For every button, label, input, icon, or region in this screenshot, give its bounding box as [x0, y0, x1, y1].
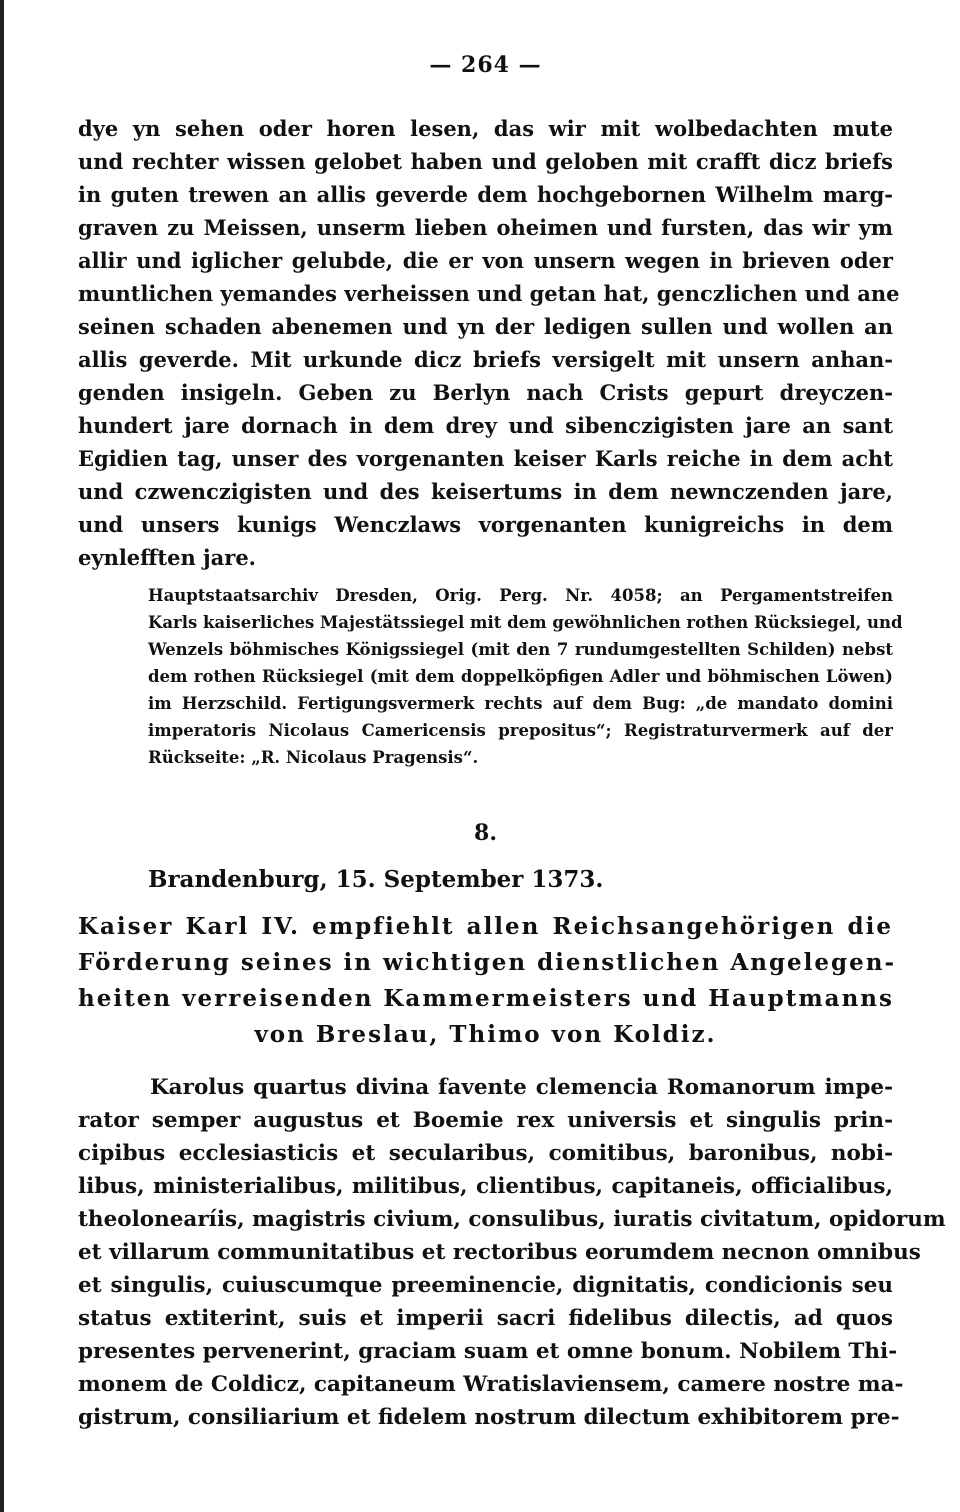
- text-line: allir und iglicher gelubde, die er von unsern wegen in brieven oder: [78, 248, 893, 273]
- text-line: in guten trewen an allis geverde dem hochgebornen Wilhelm marg-: [78, 182, 893, 207]
- text-line: Karolus quartus divina favente clemencia Romanorum impe-: [150, 1075, 893, 1100]
- page-number: — 264 —: [429, 52, 542, 78]
- text-line: allis geverde. Mit urkunde dicz briefs versigelt mit unsern anhan-: [78, 347, 893, 372]
- place-date-heading: Brandenburg, 15. September 1373.: [148, 866, 604, 893]
- text-line: eynlefften jare.: [78, 545, 256, 570]
- summary-line: heiten verreisenden Kammermeisters und Hauptmanns: [78, 985, 894, 1012]
- summary-line: Förderung seines in wichtigen dienstlichen Angelegen-: [78, 949, 897, 976]
- document-summary: [78, 909, 897, 1053]
- text-line: presentes pervenerint, graciam suam et omne bonum. Nobilem Thi-: [78, 1339, 898, 1364]
- text-line: cipibus ecclesiasticis et secularibus, comitibus, baronibus, nobi-: [78, 1141, 893, 1166]
- text-line: hundert jare dornach in dem drey und sibenczigisten jare an sant: [78, 413, 893, 438]
- archival-note: [78, 582, 903, 771]
- text-line: genden insigeln. Geben zu Berlyn nach Crists gepurt dreyczen-: [78, 380, 893, 405]
- text-line: dye yn sehen oder horen lesen, das wir mit wolbedachten mute: [78, 116, 893, 141]
- text-line: und czwenczigisten und des keisertums in dem newnczenden jare,: [78, 479, 893, 504]
- note-line: Rückseite: „R. Nicolaus Pragensis“.: [148, 748, 479, 767]
- page-edge-line: [0, 0, 4, 1512]
- text-line: muntlichen yemandes verheissen und getan hat, genczlichen und ane: [78, 281, 900, 306]
- text-line: Egidien tag, unser des vorgenanten keiser Karls reiche in dem acht: [78, 446, 893, 471]
- text-line: theolonearíis, magistris civium, consulibus, iuratis civitatum, opidorum: [78, 1207, 946, 1232]
- text-line: graven zu Meissen, unserm lieben oheimen und fursten, das wir ym: [78, 215, 893, 240]
- text-line: libus, ministerialibus, militibus, clientibus, capitaneis, officialibus,: [78, 1174, 893, 1199]
- summary-line: Kaiser Karl IV. empfiehlt allen Reichsangehörigen die: [78, 913, 893, 940]
- text-line: gistrum, consiliarium et fidelem nostrum dilectum exhibitorem pre-: [78, 1405, 900, 1430]
- summary-line: von Breslau, Thimo von Koldiz.: [254, 1021, 717, 1048]
- text-line: und rechter wissen gelobet haben und geloben mit crafft dicz briefs: [78, 149, 893, 174]
- note-line: dem rothen Rücksiegel (mit dem doppelköpfigen Adler und böhmischen Löwen): [148, 667, 893, 686]
- text-line: und unsers kunigs Wenczlaws vorgenanten kunigreichs in dem: [78, 512, 893, 537]
- text-line: et villarum communitatibus et rectoribus eorumdem necnon omnibus: [78, 1240, 921, 1265]
- text-line: et singulis, cuiuscumque preeminencie, dignitatis, condicionis seu: [78, 1273, 893, 1298]
- document-number: 8.: [474, 820, 497, 846]
- note-line: Wenzels böhmisches Königssiegel (mit den 7 rundumgestellten Schilden) nebst: [148, 640, 893, 659]
- text-line: seinen schaden abenemen und yn der ledigen sullen und wollen an: [78, 314, 893, 339]
- note-line: Hauptstaatsarchiv Dresden, Orig. Perg. Nr. 4058; an Pergamentstreifen: [148, 586, 893, 605]
- text-line: monem de Coldicz, capitaneum Wratislaviensem, camere nostre ma-: [78, 1372, 904, 1397]
- paragraph-2: [78, 1071, 946, 1434]
- text-line: rator semper augustus et Boemie rex universis et singulis prin-: [78, 1108, 893, 1133]
- note-line: imperatoris Nicolaus Camericensis prepositus“; Registraturvermerk auf der: [148, 721, 893, 740]
- note-line: Karls kaiserliches Majestätssiegel mit dem gewöhnlichen rothen Rücksiegel, und: [148, 613, 903, 632]
- document-page: [78, 52, 946, 1434]
- paragraph-1: [78, 112, 900, 574]
- note-line: im Herzschild. Fertigungsvermerk rechts auf dem Bug: „de mandato domini: [148, 694, 893, 713]
- text-line: status extiterint, suis et imperii sacri fidelibus dilectis, ad quos: [78, 1306, 893, 1331]
